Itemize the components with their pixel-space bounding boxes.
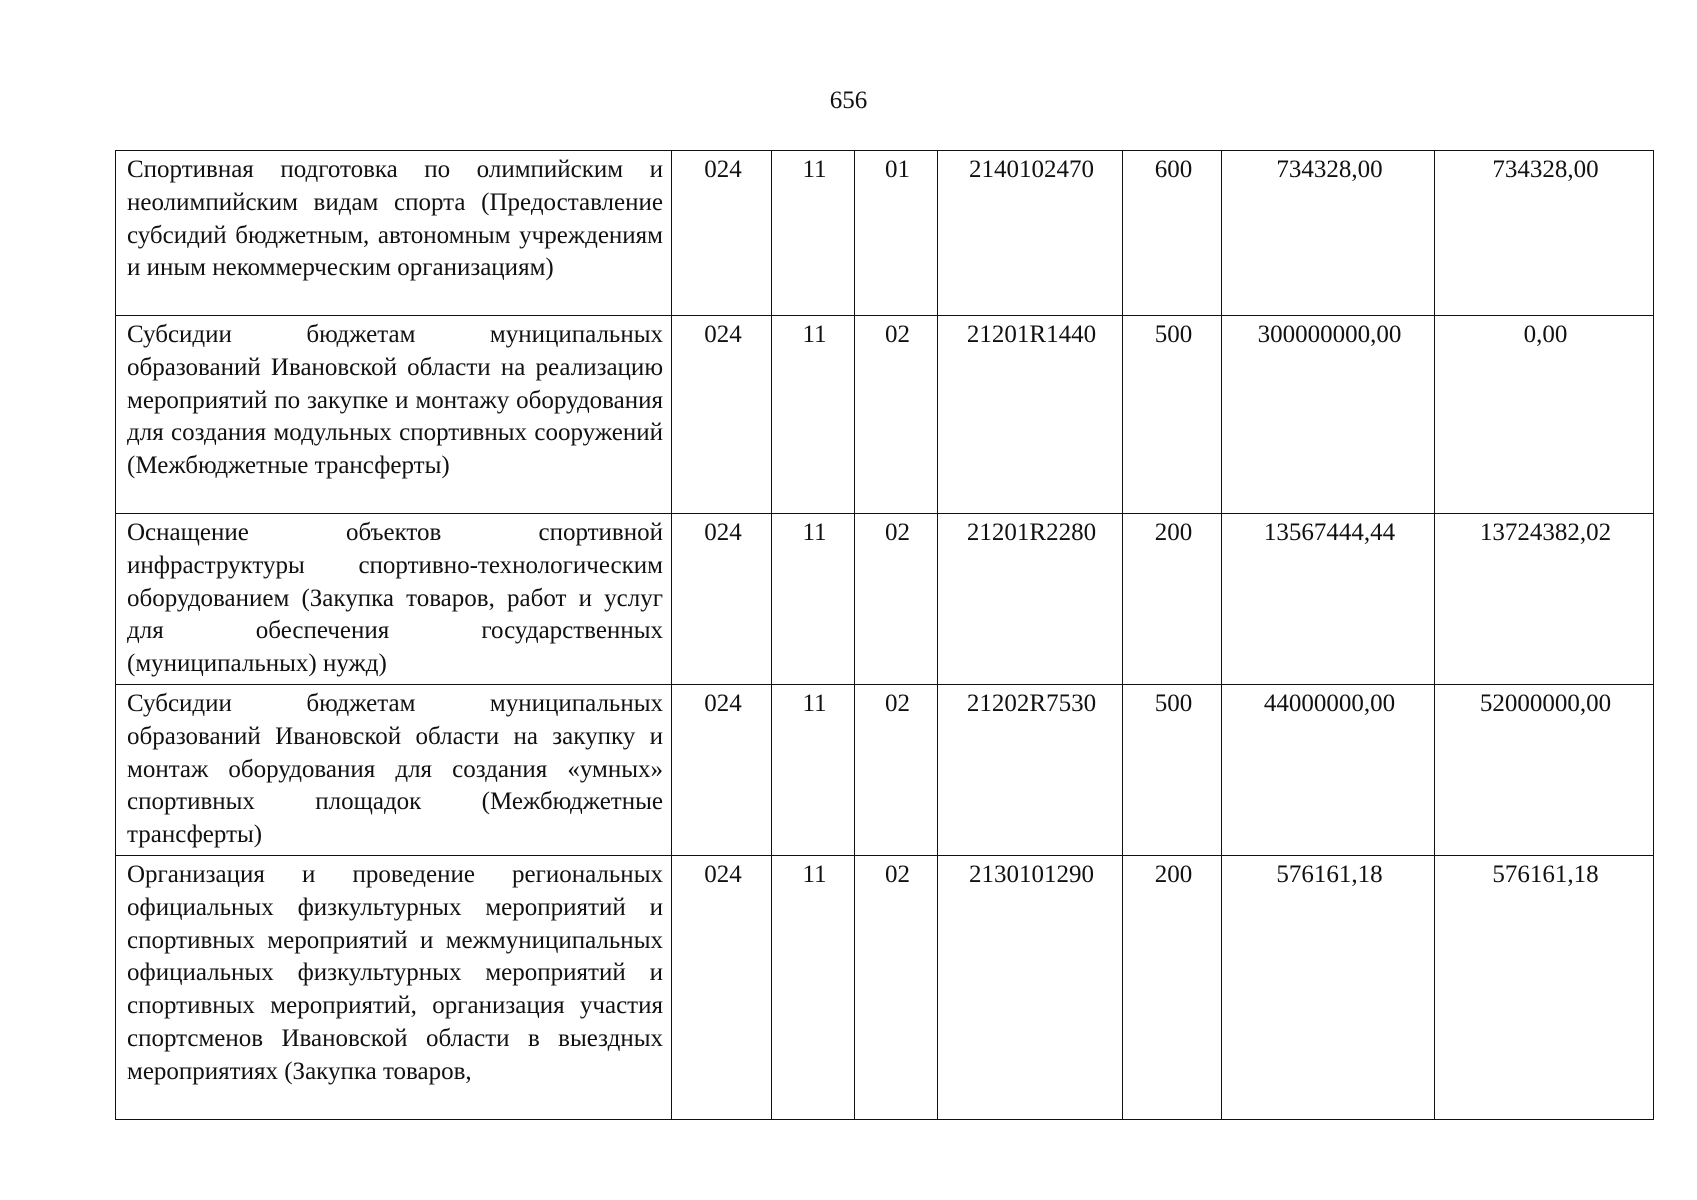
section-code: 11 bbox=[772, 684, 855, 855]
amount-year-1: 300000000,00 bbox=[1222, 316, 1435, 514]
subsection-code: 02 bbox=[855, 514, 938, 685]
expense-type-code: 200 bbox=[1123, 855, 1222, 1119]
amount-year-2: 734328,00 bbox=[1435, 151, 1654, 316]
amount-year-2: 52000000,00 bbox=[1435, 684, 1654, 855]
target-article-code: 21202R7530 bbox=[938, 684, 1123, 855]
section-code: 11 bbox=[772, 151, 855, 316]
table-row bbox=[116, 514, 1654, 685]
target-article-code: 21201R2280 bbox=[938, 514, 1123, 685]
ministry-code: 024 bbox=[672, 514, 772, 685]
page-number: 656 bbox=[829, 87, 868, 114]
table-row bbox=[116, 684, 1654, 855]
section-code: 11 bbox=[772, 316, 855, 514]
ministry-code: 024 bbox=[672, 316, 772, 514]
budget-table bbox=[115, 150, 1654, 1120]
subsection-code: 02 bbox=[855, 855, 938, 1119]
ministry-code: 024 bbox=[672, 855, 772, 1119]
section-code: 11 bbox=[772, 514, 855, 685]
row-description: Спортивная подготовка по олимпийским и неолимпийским видам спорта (Предоставление субсидий бюджетным, автономным учреждениям и иным некоммерческим организациям) bbox=[116, 151, 672, 316]
target-article-code: 21201R1440 bbox=[938, 316, 1123, 514]
expense-type-code: 500 bbox=[1123, 684, 1222, 855]
expense-type-code: 200 bbox=[1123, 514, 1222, 685]
table-row bbox=[116, 151, 1654, 316]
ministry-code: 024 bbox=[672, 684, 772, 855]
subsection-code: 01 bbox=[855, 151, 938, 316]
ministry-code: 024 bbox=[672, 151, 772, 316]
amount-year-1: 13567444,44 bbox=[1222, 514, 1435, 685]
amount-year-2: 576161,18 bbox=[1435, 855, 1654, 1119]
amount-year-1: 734328,00 bbox=[1222, 151, 1435, 316]
row-description: Организация и проведение региональных официальных физкультурных мероприятий и спортивных мероприятий и межмуниципальных официальных физкультурных мероприятий и спортивных мероприятий, организация участия спортсменов Ивановской области в выездных мероприятиях (Закупка товаров, bbox=[116, 855, 672, 1119]
expense-type-code: 600 bbox=[1123, 151, 1222, 316]
row-description: Субсидии бюджетам муниципальных образований Ивановской области на реализацию мероприятий по закупке и монтажу оборудования для создания модульных спортивных сооружений (Межбюджетные трансферты) bbox=[116, 316, 672, 514]
expense-type-code: 500 bbox=[1123, 316, 1222, 514]
target-article-code: 2130101290 bbox=[938, 855, 1123, 1119]
amount-year-2: 13724382,02 bbox=[1435, 514, 1654, 685]
table-row bbox=[116, 316, 1654, 514]
amount-year-1: 576161,18 bbox=[1222, 855, 1435, 1119]
subsection-code: 02 bbox=[855, 684, 938, 855]
amount-year-2: 0,00 bbox=[1435, 316, 1654, 514]
table-row bbox=[116, 855, 1654, 1119]
amount-year-1: 44000000,00 bbox=[1222, 684, 1435, 855]
subsection-code: 02 bbox=[855, 316, 938, 514]
target-article-code: 2140102470 bbox=[938, 151, 1123, 316]
row-description: Субсидии бюджетам муниципальных образований Ивановской области на закупку и монтаж оборудования для создания «умных» спортивных площадок (Межбюджетные трансферты) bbox=[116, 684, 672, 855]
row-description: Оснащение объектов спортивной инфраструктуры спортивно-технологическим оборудованием (Закупка товаров, работ и услуг для обеспечения государственных (муниципальных) нужд) bbox=[116, 514, 672, 685]
section-code: 11 bbox=[772, 855, 855, 1119]
